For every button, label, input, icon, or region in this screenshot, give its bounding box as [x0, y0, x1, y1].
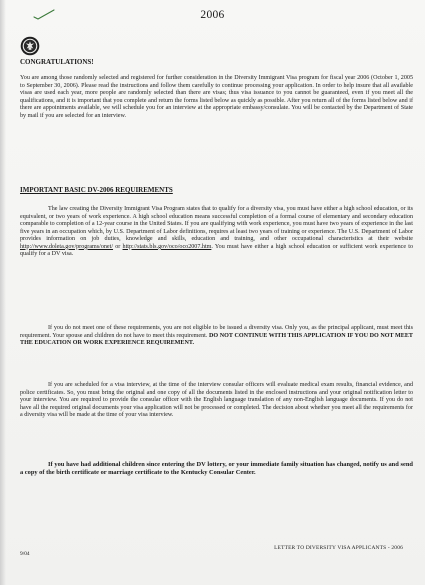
intro-paragraph: You are among those randomly selected and registered for further consideration in the Diversity Immigrant Visa program for fiscal year 2006 (October 1, 2005 to September 30, 2006). Please read the instructions and follow them carefully to continue processing your application. In order to help insure that all available visas are used each year, more people are randomly selected than there are visas; thus visa issuance to you cannot be guaranteed, even if you meet all the qualifications, and it is important that you complete and return the forms listed below as quickly as possible. After you return all of the forms listed below and if there are appointments available, we will schedule you for an interview at the appropriate embassy/consulate. You will be contacted by the Department of State by mail if you are selected for an interview.	[20, 75, 413, 119]
interview-paragraph: If you are scheduled for a visa interview, at the time of the interview consular officers will evaluate medical exam results, financial evidence, and police certificates. So, you must bring the original and one copy of all the documents listed in the enclosed instructions and your original notification letter to your interview. You are required to provide the consular officer with the English language translation of any non-English language documents. If you do not have all the required original documents your visa application will not be processed or completed. The decision about whether you meet all the requirements for a diversity visa will be made at the time of your visa interview.	[20, 382, 413, 419]
footer-title: LETTER TO DIVERSITY VISA APPLICANTS - 2006	[274, 545, 403, 551]
closing-notice: If you have had additional children since entering the DV lottery, or your immediate family situation has changed, notify us and send a copy of the birth certificate or marriage certificate to the Kentucky Consular Center.	[20, 461, 413, 476]
document-year: 2006	[200, 9, 225, 21]
requirements-paragraph-2	[20, 325, 413, 348]
onet-link[interactable]: http://www.doleta.gov/programs/onet/	[20, 243, 114, 250]
department-of-state-seal-icon	[20, 36, 40, 56]
requirements-text: The law creating the Diversity Immigrant Visa Program states that to qualify for a diversity visa, you must have either a high school education, or its equivalent, or two years of work experience. A high school education means successful completion of a formal course of elementary and secondary education comparable to completion of a 12-year course in the United States. If you are qualifying with work experience, you must have two years of experience in the last five years in an occupation which, by U.S. Department of Labor definitions, requires at least two years of training or experience. The U.S. Department of Labor provides information on job duties, knowledge and skills, education and training, and other occupational characteristics at their website	[20, 206, 413, 243]
bls-link[interactable]: http://stats.bls.gov/oco/oco2007.htm	[122, 243, 212, 250]
requirements-paragraph-1	[20, 206, 413, 259]
eligibility-warning: DO NOT CONTINUE WITH THIS APPLICATION IF YOU DO NOT MEET THE EDUCATION OR WORK EXPERIENCE REQUIREMENT.	[20, 332, 413, 347]
requirements-text-end: . You must have either a high school education or sufficient work experience to qualify for a DV visa.	[20, 243, 414, 258]
greeting-heading: CONGRATULATIONS!	[20, 58, 94, 66]
eligibility-text: If you do not meet one of these requirements, you are not eligible to be issued a diversity visa. Only you, as the principal applicant, must meet this requirement. Your spouse and children do not have to meet this requirement.	[20, 325, 413, 339]
requirements-heading: IMPORTANT BASIC DV-2006 REQUIREMENTS	[20, 186, 173, 194]
requirements-connector: or	[115, 243, 121, 250]
footer-date: 9/04	[20, 551, 30, 557]
scan-edge-shadow	[0, 0, 6, 585]
